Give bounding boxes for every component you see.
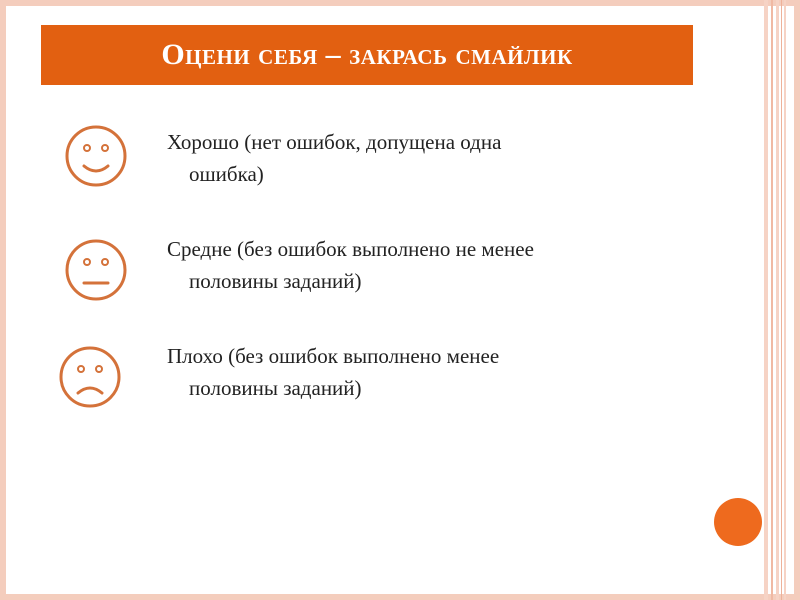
happy-face-icon	[64, 124, 128, 188]
accent-dot	[714, 498, 762, 546]
item-bad-line1: Плохо (без ошибок выполнено менее	[167, 344, 500, 368]
item-good-line1: Хорошо (нет ошибок, допущена одна	[167, 130, 502, 154]
item-text-average	[167, 233, 667, 297]
item-text-good	[167, 126, 667, 190]
sad-face-icon	[58, 345, 122, 409]
item-good-line2: ошибка)	[189, 162, 264, 186]
neutral-face-icon	[64, 238, 128, 302]
item-average-line2: половины заданий)	[189, 269, 362, 293]
item-text-bad	[167, 340, 667, 404]
item-bad-line2: половины заданий)	[189, 376, 362, 400]
title-bar	[41, 25, 693, 85]
page-title: Оцени себя – закрась смайлик	[161, 38, 573, 71]
item-average-line1: Средне (без ошибок выполнено не менее	[167, 237, 534, 261]
